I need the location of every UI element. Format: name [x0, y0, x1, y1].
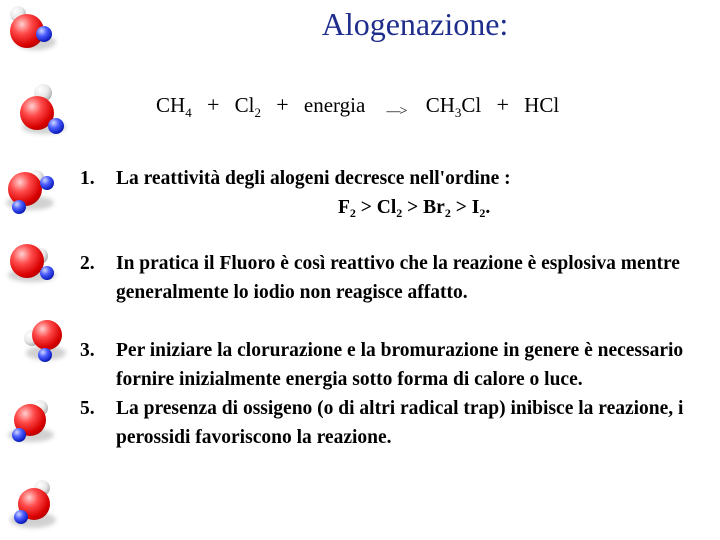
- reactant-energy: energia: [303, 93, 366, 117]
- list-number: 2.: [80, 253, 95, 274]
- molecule-sidebar: [0, 0, 70, 540]
- plus-sign: +: [206, 92, 220, 117]
- molecule-icon: [2, 398, 62, 448]
- reactant-methane: $CH_4$: [156, 93, 192, 120]
- notes-list: [80, 164, 715, 452]
- molecule-icon: [22, 316, 72, 366]
- list-item: [80, 336, 715, 394]
- list-text: Per iniziare la clorurazione e la bromurazione in genere è necessario fornire inizialmente energia sotto forma di calore o luce.: [116, 340, 684, 390]
- plus-sign: +: [276, 92, 289, 117]
- reaction-arrow: —>: [386, 104, 407, 119]
- list-text: La reattività degli alogeni decresce nell'ordine :: [116, 168, 511, 189]
- product-chloromethane: $CH_3Cl$: [425, 93, 482, 120]
- plus-sign: +: [496, 92, 509, 117]
- reaction-equation: [156, 92, 559, 118]
- list-text: La presenza di ossigeno (o di altri radical trap) inibisce la reazione, i perossidi favoriscono la reazione.: [116, 398, 684, 448]
- list-number: 1.: [80, 168, 95, 189]
- list-number: 5.: [80, 398, 95, 419]
- list-text: In pratica il Fluoro è così reattivo che la reazione è esplosiva mentre generalmente lo iodio non reagisce affatto.: [116, 253, 680, 303]
- list-item: [80, 249, 715, 307]
- reactant-chlorine: $Cl_2$: [234, 93, 261, 120]
- molecule-icon: [14, 82, 70, 138]
- molecule-icon: [2, 236, 62, 288]
- list-item: [80, 164, 715, 222]
- product-hcl: HCl: [524, 93, 560, 117]
- list-number: 3.: [80, 340, 95, 361]
- list-item: [80, 394, 715, 452]
- molecule-icon: [2, 164, 62, 216]
- slide-title: Alogenazione:: [321, 6, 509, 42]
- halogen-order: $F_2 > Cl_2 > Br_2 > I_2$.: [338, 197, 491, 220]
- molecule-icon: [4, 478, 64, 534]
